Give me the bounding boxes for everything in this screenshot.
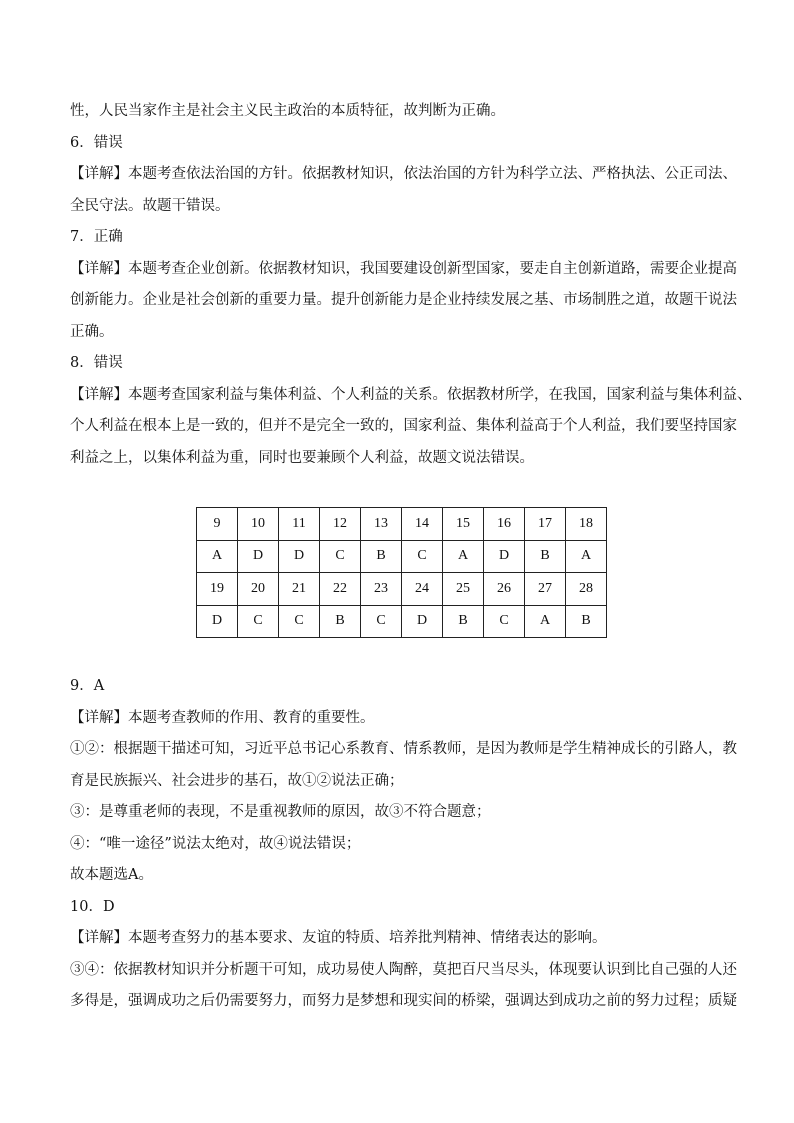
answer-heading-10: 10．D (70, 898, 115, 915)
table-cell: 19 (197, 573, 238, 606)
text-line: 【详解】本题考查国家利益与集体利益、个人利益的关系。依据教材所学，在我国，国家利益与集体利益、 (70, 386, 752, 403)
table-cell: 14 (402, 508, 443, 541)
table-cell: 25 (443, 573, 484, 606)
answer-heading-9: 9．A (70, 678, 105, 694)
text-line: 多得是，强调成功之后仍需要努力，而努力是梦想和现实间的桥梁，强调达到成功之前的努力过程；质疑 (70, 993, 737, 1009)
table-cell: D (279, 540, 320, 573)
table-cell: C (361, 605, 402, 638)
table-cell: B (525, 540, 566, 573)
text-line: ③：是尊重老师的表现，不是重视教师的原因，故③不符合题意； (70, 804, 491, 820)
table-cell: 23 (361, 573, 402, 606)
table-cell: A (566, 540, 607, 573)
text-line: 【详解】本题考查教师的作用、教育的重要性。 (70, 709, 375, 726)
table-row (197, 540, 607, 573)
table-cell: 11 (279, 508, 320, 541)
table-cell: 18 (566, 508, 607, 541)
table-cell: 22 (320, 573, 361, 606)
text-line: ①②：根据题干描述可知，习近平总书记心系教育、情系教师，是因为教师是学生精神成长的引路人，教 (70, 741, 737, 757)
table-cell: B (443, 605, 484, 638)
text-line: 【详解】本题考查依法治国的方针。依据教材知识，依法治国的方针为科学立法、严格执法、公正司法、 (70, 166, 737, 182)
table-cell: C (484, 605, 525, 638)
table-cell: B (320, 605, 361, 638)
table-cell: 16 (484, 508, 525, 541)
table-cell: C (320, 540, 361, 573)
table-cell: C (402, 540, 443, 573)
text-line: 【详解】本题考查努力的基本要求、友谊的特质、培养批判精神、情绪表达的影响。 (70, 930, 607, 946)
table-cell: A (443, 540, 484, 573)
table-cell: C (238, 605, 279, 638)
table-cell: D (484, 540, 525, 573)
table-cell: D (197, 605, 238, 638)
table-cell: 15 (443, 508, 484, 541)
table-cell: 20 (238, 573, 279, 606)
text-line: 性，人民当家作主是社会主义民主政治的本质特征，故判断为正确。 (70, 103, 505, 119)
text-line: 个人利益在根本上是一致的，但并不是完全一致的，国家利益、集体利益高于个人利益，我们要坚持国家 (70, 418, 737, 434)
table-row (197, 573, 607, 606)
text-line: 故本题选A。 (70, 867, 153, 883)
answer-heading-7: 7．正确 (70, 229, 123, 245)
document-bottom-block (70, 671, 737, 1018)
table-cell: A (525, 605, 566, 638)
table-cell: D (238, 540, 279, 573)
table-cell: 13 (361, 508, 402, 541)
text-line: 创新能力。企业是社会创新的重要力量。提升创新能力是企业持续发展之基、市场制胜之道，故题干说法 (70, 292, 737, 308)
table-cell: B (361, 540, 402, 573)
text-line: 育是民族振兴、社会进步的基石，故①②说法正确； (70, 772, 404, 789)
table-cell: 17 (525, 508, 566, 541)
table-cell: A (197, 540, 238, 573)
table-cell: 27 (525, 573, 566, 606)
table-cell: 28 (566, 573, 607, 606)
table-cell: 21 (279, 573, 320, 606)
answer-heading-8: 8．错误 (70, 355, 123, 371)
table-cell: 24 (402, 573, 443, 606)
text-line: ③④：依据教材知识并分析题干可知，成功易使人陶醉，莫把百尺当尽头，体现要认识到比自己强的人还 (70, 961, 737, 978)
table-cell: 9 (197, 508, 238, 541)
document-top-block (70, 96, 752, 474)
text-line: 利益之上，以集体利益为重，同时也要兼顾个人利益，故题文说法错误。 (70, 449, 534, 466)
table-cell: C (279, 605, 320, 638)
text-line: 【详解】本题考查企业创新。依据教材知识，我国要建设创新型国家，要走自主创新道路，需要企业提高 (70, 260, 737, 277)
table-row (197, 605, 607, 638)
answer-key-table (196, 507, 607, 638)
text-line: ④：“唯一途径”说法太绝对，故④说法错误； (70, 835, 361, 852)
text-line: 全民守法。故题干错误。 (70, 197, 230, 214)
table-cell: 12 (320, 508, 361, 541)
answer-heading-6: 6．错误 (70, 134, 123, 151)
table-cell: 10 (238, 508, 279, 541)
table-cell: 26 (484, 573, 525, 606)
table-cell: D (402, 605, 443, 638)
table-cell: B (566, 605, 607, 638)
text-line: 正确。 (70, 323, 114, 340)
table-row (197, 508, 607, 541)
